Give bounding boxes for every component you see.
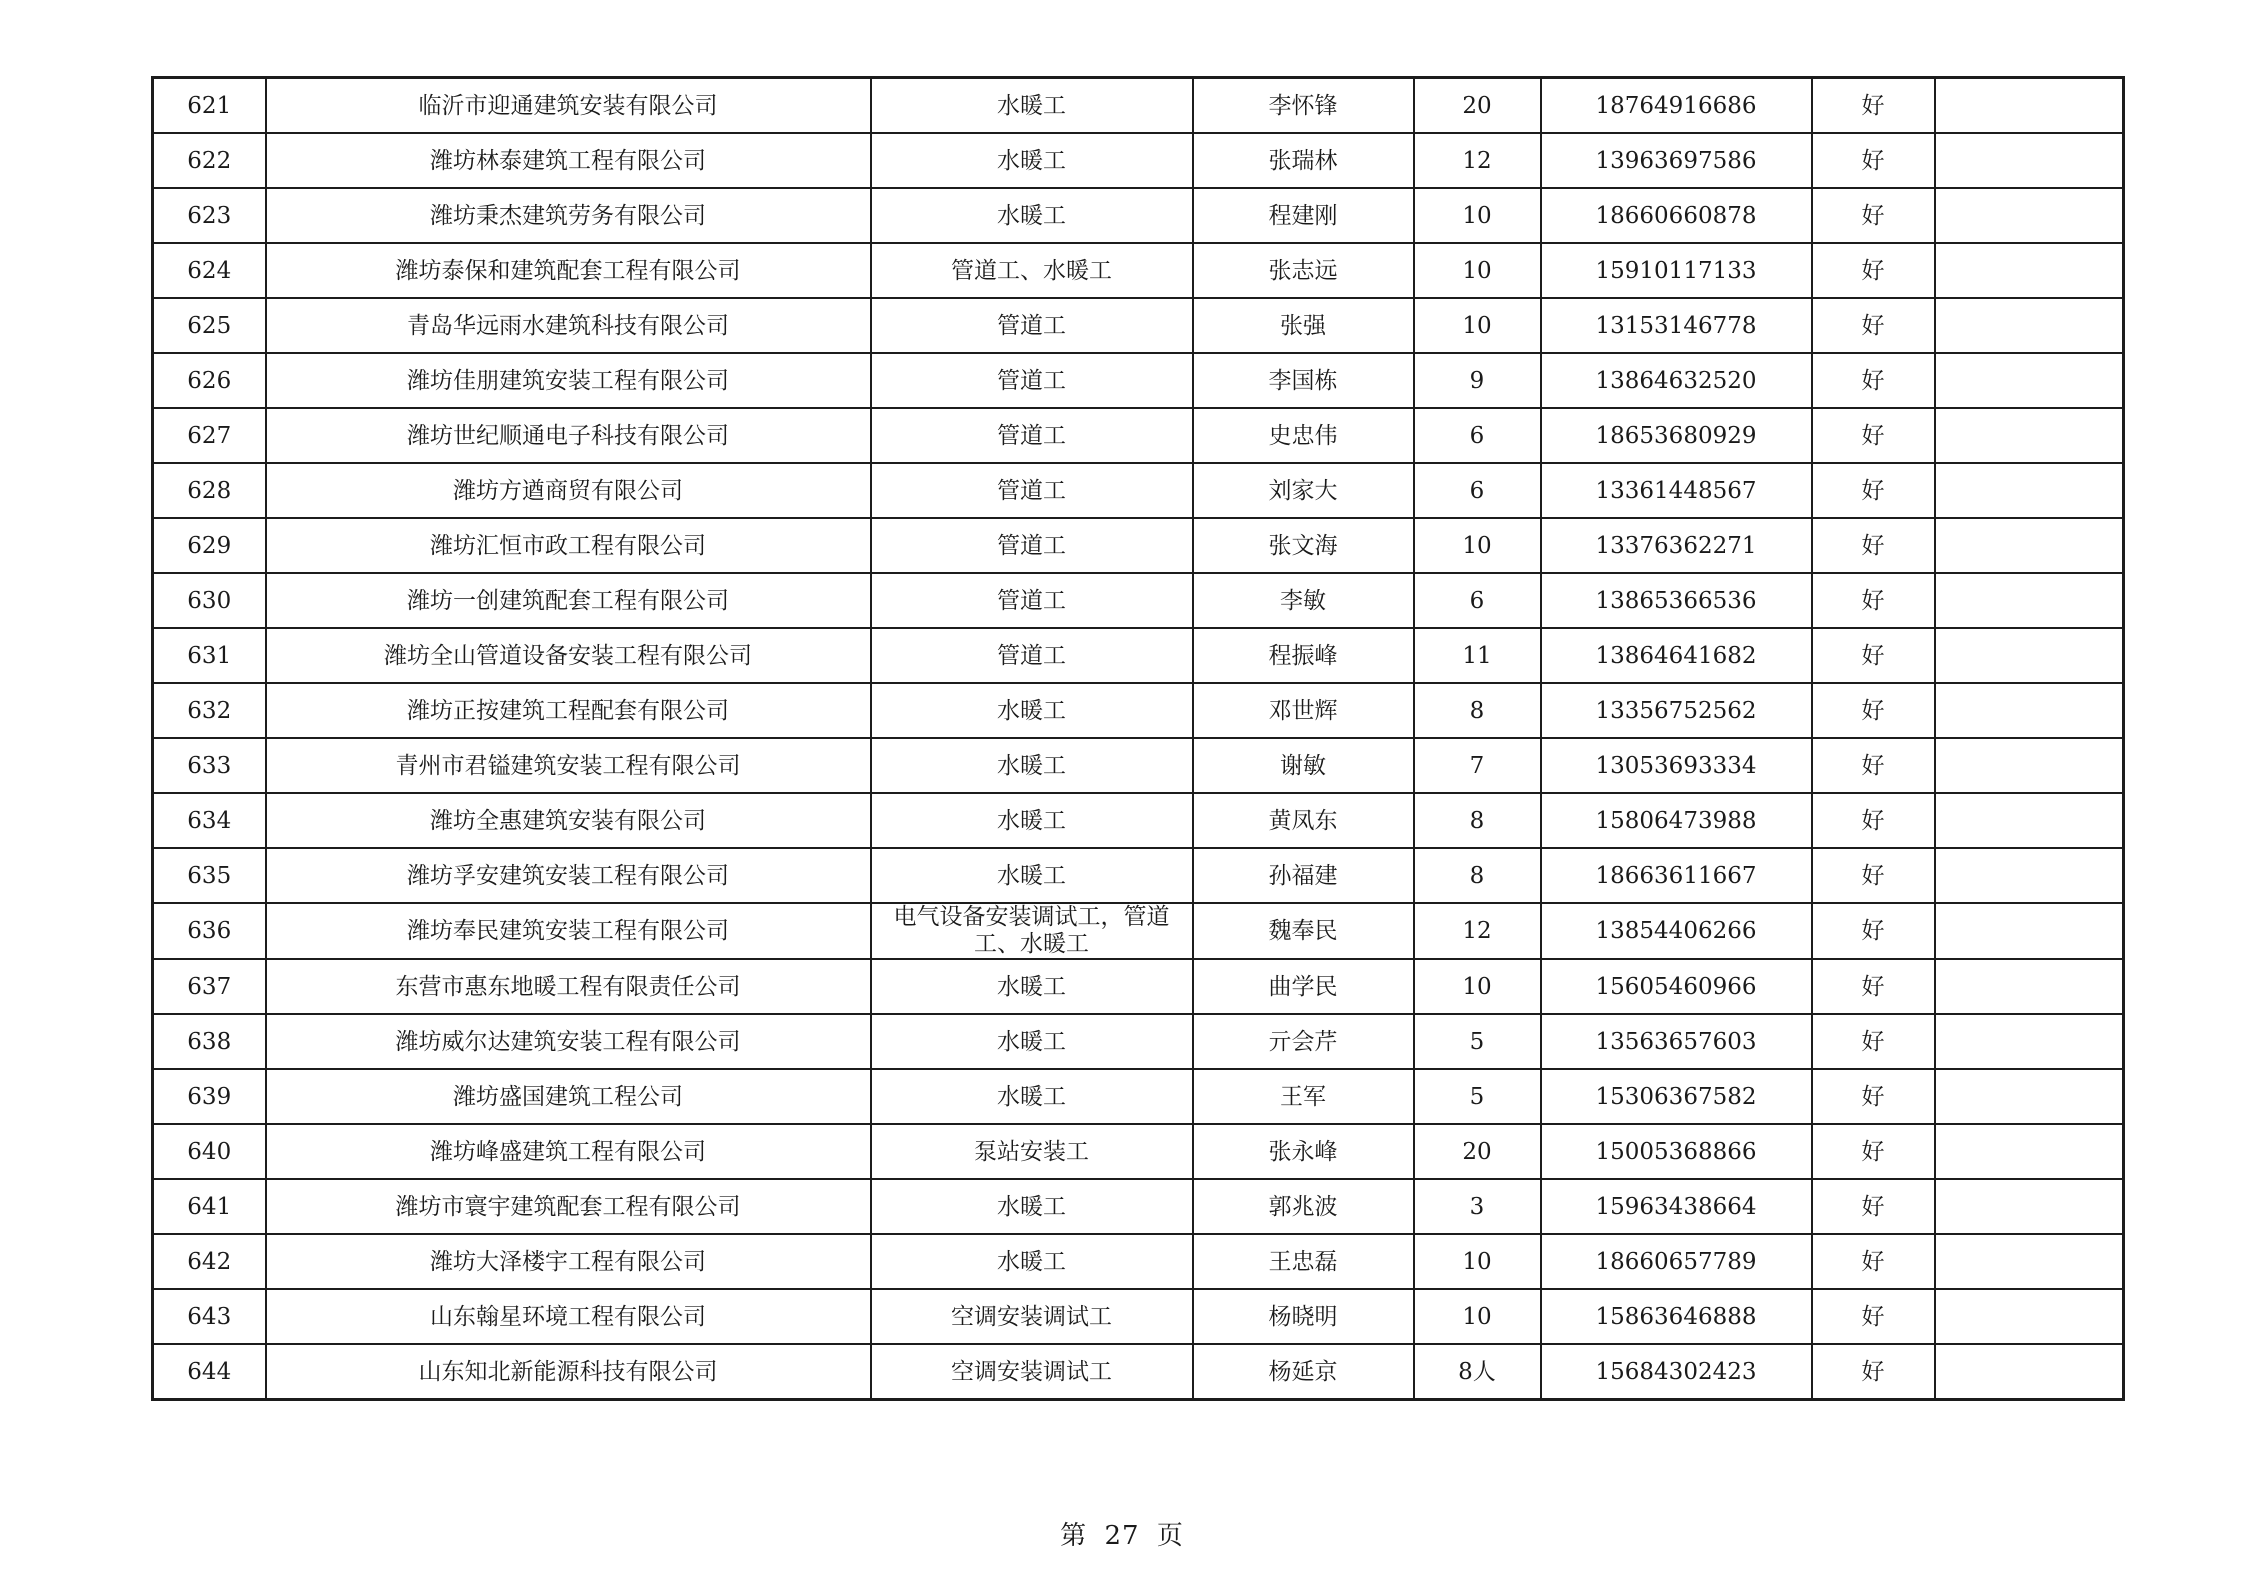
row-number-cell: 642 xyxy=(153,1234,266,1289)
table-row xyxy=(153,1014,2124,1069)
company-name-cell: 潍坊威尔达建筑安装工程有限公司 xyxy=(266,1014,871,1069)
rating-cell: 好 xyxy=(1812,1124,1935,1179)
contact-person-cell: 史忠伟 xyxy=(1193,408,1414,463)
company-name-cell: 潍坊全山管道设备安装工程有限公司 xyxy=(266,628,871,683)
phone-number-cell: 15005368866 xyxy=(1541,1124,1812,1179)
trade-type-cell: 水暖工 xyxy=(871,133,1193,188)
worker-count-cell: 7 xyxy=(1414,738,1541,793)
row-number-cell: 639 xyxy=(153,1069,266,1124)
table-row xyxy=(153,463,2124,518)
remarks-cell xyxy=(1935,243,2124,298)
worker-count-cell: 10 xyxy=(1414,959,1541,1014)
phone-number-cell: 13356752562 xyxy=(1541,683,1812,738)
trade-type-cell: 管道工 xyxy=(871,353,1193,408)
trade-type-cell: 管道工 xyxy=(871,628,1193,683)
phone-number-cell: 13153146778 xyxy=(1541,298,1812,353)
worker-count-cell: 9 xyxy=(1414,353,1541,408)
remarks-cell xyxy=(1935,408,2124,463)
table-row xyxy=(153,1234,2124,1289)
remarks-cell xyxy=(1935,298,2124,353)
rating-cell: 好 xyxy=(1812,628,1935,683)
worker-count-cell: 6 xyxy=(1414,463,1541,518)
trade-type-cell: 管道工 xyxy=(871,463,1193,518)
row-number-cell: 634 xyxy=(153,793,266,848)
table-row xyxy=(153,408,2124,463)
table-row xyxy=(153,1069,2124,1124)
contact-person-cell: 亓会芹 xyxy=(1193,1014,1414,1069)
worker-count-cell: 6 xyxy=(1414,408,1541,463)
page-label-prefix: 第 xyxy=(1060,1521,1088,1551)
company-name-cell: 潍坊奉民建筑安装工程有限公司 xyxy=(266,903,871,959)
phone-number-cell: 18663611667 xyxy=(1541,848,1812,903)
row-number-cell: 640 xyxy=(153,1124,266,1179)
phone-number-cell: 13376362271 xyxy=(1541,518,1812,573)
table-row xyxy=(153,1124,2124,1179)
worker-count-cell: 10 xyxy=(1414,518,1541,573)
table-row xyxy=(153,78,2124,134)
rating-cell: 好 xyxy=(1812,903,1935,959)
remarks-cell xyxy=(1935,1234,2124,1289)
row-number-cell: 644 xyxy=(153,1344,266,1400)
row-number-cell: 632 xyxy=(153,683,266,738)
rating-cell: 好 xyxy=(1812,78,1935,134)
worker-count-cell: 10 xyxy=(1414,1289,1541,1344)
rating-cell: 好 xyxy=(1812,738,1935,793)
rating-cell: 好 xyxy=(1812,1289,1935,1344)
rating-cell: 好 xyxy=(1812,1234,1935,1289)
rating-cell: 好 xyxy=(1812,353,1935,408)
company-name-cell: 潍坊全惠建筑安装有限公司 xyxy=(266,793,871,848)
trade-type-cell: 水暖工 xyxy=(871,793,1193,848)
trade-type-cell: 水暖工 xyxy=(871,848,1193,903)
phone-number-cell: 18660657789 xyxy=(1541,1234,1812,1289)
phone-number-cell: 15306367582 xyxy=(1541,1069,1812,1124)
worker-count-cell: 20 xyxy=(1414,1124,1541,1179)
phone-number-cell: 15910117133 xyxy=(1541,243,1812,298)
table-row xyxy=(153,1344,2124,1400)
contact-person-cell: 黄凤东 xyxy=(1193,793,1414,848)
remarks-cell xyxy=(1935,353,2124,408)
row-number-cell: 621 xyxy=(153,78,266,134)
worker-count-cell: 12 xyxy=(1414,903,1541,959)
worker-count-cell: 8 xyxy=(1414,793,1541,848)
rating-cell: 好 xyxy=(1812,463,1935,518)
row-number-cell: 622 xyxy=(153,133,266,188)
trade-type-cell: 泵站安装工 xyxy=(871,1124,1193,1179)
worker-count-cell: 10 xyxy=(1414,188,1541,243)
remarks-cell xyxy=(1935,188,2124,243)
contact-person-cell: 刘家大 xyxy=(1193,463,1414,518)
worker-count-cell: 12 xyxy=(1414,133,1541,188)
company-name-cell: 青州市君镒建筑安装工程有限公司 xyxy=(266,738,871,793)
contact-person-cell: 王军 xyxy=(1193,1069,1414,1124)
contact-person-cell: 王忠磊 xyxy=(1193,1234,1414,1289)
row-number-cell: 643 xyxy=(153,1289,266,1344)
contact-person-cell: 张瑞林 xyxy=(1193,133,1414,188)
remarks-cell xyxy=(1935,738,2124,793)
table-row xyxy=(153,848,2124,903)
row-number-cell: 636 xyxy=(153,903,266,959)
remarks-cell xyxy=(1935,78,2124,134)
company-name-cell: 潍坊世纪顺通电子科技有限公司 xyxy=(266,408,871,463)
trade-type-cell: 水暖工 xyxy=(871,959,1193,1014)
company-name-cell: 潍坊峰盛建筑工程有限公司 xyxy=(266,1124,871,1179)
row-number-cell: 631 xyxy=(153,628,266,683)
trade-type-cell: 水暖工 xyxy=(871,738,1193,793)
company-name-cell: 潍坊汇恒市政工程有限公司 xyxy=(266,518,871,573)
phone-number-cell: 15963438664 xyxy=(1541,1179,1812,1234)
table-row xyxy=(153,793,2124,848)
worker-count-cell: 8 xyxy=(1414,683,1541,738)
remarks-cell xyxy=(1935,518,2124,573)
remarks-cell xyxy=(1935,628,2124,683)
remarks-cell xyxy=(1935,1014,2124,1069)
phone-number-cell: 15806473988 xyxy=(1541,793,1812,848)
worker-count-cell: 5 xyxy=(1414,1014,1541,1069)
trade-type-cell: 水暖工 xyxy=(871,78,1193,134)
trade-type-cell: 管道工、水暖工 xyxy=(871,243,1193,298)
company-name-cell: 山东翰星环境工程有限公司 xyxy=(266,1289,871,1344)
remarks-cell xyxy=(1935,1069,2124,1124)
phone-number-cell: 18653680929 xyxy=(1541,408,1812,463)
table-row xyxy=(153,1179,2124,1234)
row-number-cell: 638 xyxy=(153,1014,266,1069)
remarks-cell xyxy=(1935,1179,2124,1234)
company-name-cell: 潍坊方遒商贸有限公司 xyxy=(266,463,871,518)
contact-person-cell: 邓世辉 xyxy=(1193,683,1414,738)
company-name-cell: 潍坊林泰建筑工程有限公司 xyxy=(266,133,871,188)
rating-cell: 好 xyxy=(1812,518,1935,573)
trade-type-cell: 管道工 xyxy=(871,298,1193,353)
row-number-cell: 635 xyxy=(153,848,266,903)
contact-person-cell: 杨延京 xyxy=(1193,1344,1414,1400)
rating-cell: 好 xyxy=(1812,848,1935,903)
trade-type-cell: 水暖工 xyxy=(871,683,1193,738)
remarks-cell xyxy=(1935,683,2124,738)
rating-cell: 好 xyxy=(1812,793,1935,848)
table-row xyxy=(153,959,2124,1014)
worker-count-cell: 10 xyxy=(1414,243,1541,298)
worker-count-cell: 10 xyxy=(1414,1234,1541,1289)
trade-type-cell: 水暖工 xyxy=(871,1069,1193,1124)
contact-person-cell: 程建刚 xyxy=(1193,188,1414,243)
trade-type-cell: 水暖工 xyxy=(871,188,1193,243)
contact-person-cell: 程振峰 xyxy=(1193,628,1414,683)
company-name-cell: 临沂市迎通建筑安装有限公司 xyxy=(266,78,871,134)
table-row xyxy=(153,353,2124,408)
worker-count-cell: 20 xyxy=(1414,78,1541,134)
remarks-cell xyxy=(1935,959,2124,1014)
trade-type-cell: 水暖工 xyxy=(871,1179,1193,1234)
table-row xyxy=(153,298,2124,353)
remarks-cell xyxy=(1935,133,2124,188)
rating-cell: 好 xyxy=(1812,1179,1935,1234)
trade-type-cell: 空调安装调试工 xyxy=(871,1344,1193,1400)
rating-cell: 好 xyxy=(1812,1344,1935,1400)
company-name-cell: 潍坊佳朋建筑安装工程有限公司 xyxy=(266,353,871,408)
row-number-cell: 629 xyxy=(153,518,266,573)
trade-type-cell: 空调安装调试工 xyxy=(871,1289,1193,1344)
phone-number-cell: 15605460966 xyxy=(1541,959,1812,1014)
company-name-cell: 潍坊一创建筑配套工程有限公司 xyxy=(266,573,871,628)
table-row xyxy=(153,903,2124,959)
contact-person-cell: 张志远 xyxy=(1193,243,1414,298)
row-number-cell: 633 xyxy=(153,738,266,793)
contact-person-cell: 李怀锋 xyxy=(1193,78,1414,134)
contact-person-cell: 张文海 xyxy=(1193,518,1414,573)
page-label-suffix: 页 xyxy=(1156,1521,1184,1551)
company-name-cell: 潍坊盛国建筑工程公司 xyxy=(266,1069,871,1124)
contact-person-cell: 曲学民 xyxy=(1193,959,1414,1014)
remarks-cell xyxy=(1935,1344,2124,1400)
table-row xyxy=(153,738,2124,793)
phone-number-cell: 18660660878 xyxy=(1541,188,1812,243)
table-row xyxy=(153,243,2124,298)
contact-person-cell: 谢敏 xyxy=(1193,738,1414,793)
phone-number-cell: 15684302423 xyxy=(1541,1344,1812,1400)
row-number-cell: 637 xyxy=(153,959,266,1014)
table-row xyxy=(153,1289,2124,1344)
row-number-cell: 641 xyxy=(153,1179,266,1234)
trade-type-cell: 管道工 xyxy=(871,518,1193,573)
worker-count-cell: 3 xyxy=(1414,1179,1541,1234)
remarks-cell xyxy=(1935,1124,2124,1179)
company-name-cell: 东营市惠东地暖工程有限责任公司 xyxy=(266,959,871,1014)
worker-count-cell: 8 xyxy=(1414,848,1541,903)
table-row xyxy=(153,573,2124,628)
contact-person-cell: 孙福建 xyxy=(1193,848,1414,903)
company-name-cell: 潍坊孚安建筑安装工程有限公司 xyxy=(266,848,871,903)
remarks-cell xyxy=(1935,573,2124,628)
company-name-cell: 潍坊市寰宇建筑配套工程有限公司 xyxy=(266,1179,871,1234)
table-row xyxy=(153,628,2124,683)
contact-person-cell: 李敏 xyxy=(1193,573,1414,628)
remarks-cell xyxy=(1935,903,2124,959)
worker-count-cell: 10 xyxy=(1414,298,1541,353)
table-body xyxy=(153,78,2124,1400)
phone-number-cell: 13854406266 xyxy=(1541,903,1812,959)
table-row xyxy=(153,188,2124,243)
trade-type-cell: 水暖工 xyxy=(871,1234,1193,1289)
rating-cell: 好 xyxy=(1812,959,1935,1014)
phone-number-cell: 13963697586 xyxy=(1541,133,1812,188)
page-number: 27 xyxy=(1104,1521,1140,1551)
contact-person-cell: 李国栋 xyxy=(1193,353,1414,408)
worker-count-cell: 8人 xyxy=(1414,1344,1541,1400)
rating-cell: 好 xyxy=(1812,188,1935,243)
worker-count-cell: 11 xyxy=(1414,628,1541,683)
trade-type-cell: 水暖工 xyxy=(871,1014,1193,1069)
contact-person-cell: 杨晓明 xyxy=(1193,1289,1414,1344)
row-number-cell: 626 xyxy=(153,353,266,408)
trade-type-cell: 管道工 xyxy=(871,573,1193,628)
contact-person-cell: 魏奉民 xyxy=(1193,903,1414,959)
company-name-cell: 潍坊正按建筑工程配套有限公司 xyxy=(266,683,871,738)
phone-number-cell: 13361448567 xyxy=(1541,463,1812,518)
remarks-cell xyxy=(1935,1289,2124,1344)
contact-person-cell: 张永峰 xyxy=(1193,1124,1414,1179)
company-name-cell: 潍坊泰保和建筑配套工程有限公司 xyxy=(266,243,871,298)
phone-number-cell: 13053693334 xyxy=(1541,738,1812,793)
table-row xyxy=(153,518,2124,573)
row-number-cell: 628 xyxy=(153,463,266,518)
contact-person-cell: 张强 xyxy=(1193,298,1414,353)
row-number-cell: 624 xyxy=(153,243,266,298)
company-name-cell: 潍坊秉杰建筑劳务有限公司 xyxy=(266,188,871,243)
phone-number-cell: 13563657603 xyxy=(1541,1014,1812,1069)
company-name-cell: 山东知北新能源科技有限公司 xyxy=(266,1344,871,1400)
rating-cell: 好 xyxy=(1812,573,1935,628)
rating-cell: 好 xyxy=(1812,1069,1935,1124)
contractor-table xyxy=(151,76,2125,1401)
row-number-cell: 625 xyxy=(153,298,266,353)
rating-cell: 好 xyxy=(1812,133,1935,188)
company-name-cell: 青岛华远雨水建筑科技有限公司 xyxy=(266,298,871,353)
phone-number-cell: 13865366536 xyxy=(1541,573,1812,628)
trade-type-cell: 管道工 xyxy=(871,408,1193,463)
rating-cell: 好 xyxy=(1812,298,1935,353)
table-row xyxy=(153,683,2124,738)
phone-number-cell: 13864641682 xyxy=(1541,628,1812,683)
phone-number-cell: 13864632520 xyxy=(1541,353,1812,408)
company-name-cell: 潍坊大泽楼宇工程有限公司 xyxy=(266,1234,871,1289)
table-row xyxy=(153,133,2124,188)
rating-cell: 好 xyxy=(1812,683,1935,738)
rating-cell: 好 xyxy=(1812,408,1935,463)
contact-person-cell: 郭兆波 xyxy=(1193,1179,1414,1234)
remarks-cell xyxy=(1935,463,2124,518)
remarks-cell xyxy=(1935,793,2124,848)
rating-cell: 好 xyxy=(1812,243,1935,298)
phone-number-cell: 15863646888 xyxy=(1541,1289,1812,1344)
rating-cell: 好 xyxy=(1812,1014,1935,1069)
trade-type-cell: 电气设备安装调试工，管道工、水暖工 xyxy=(871,903,1193,959)
worker-count-cell: 5 xyxy=(1414,1069,1541,1124)
row-number-cell: 623 xyxy=(153,188,266,243)
phone-number-cell: 18764916686 xyxy=(1541,78,1812,134)
row-number-cell: 627 xyxy=(153,408,266,463)
worker-count-cell: 6 xyxy=(1414,573,1541,628)
row-number-cell: 630 xyxy=(153,573,266,628)
page-footer xyxy=(0,1515,2244,1552)
remarks-cell xyxy=(1935,848,2124,903)
